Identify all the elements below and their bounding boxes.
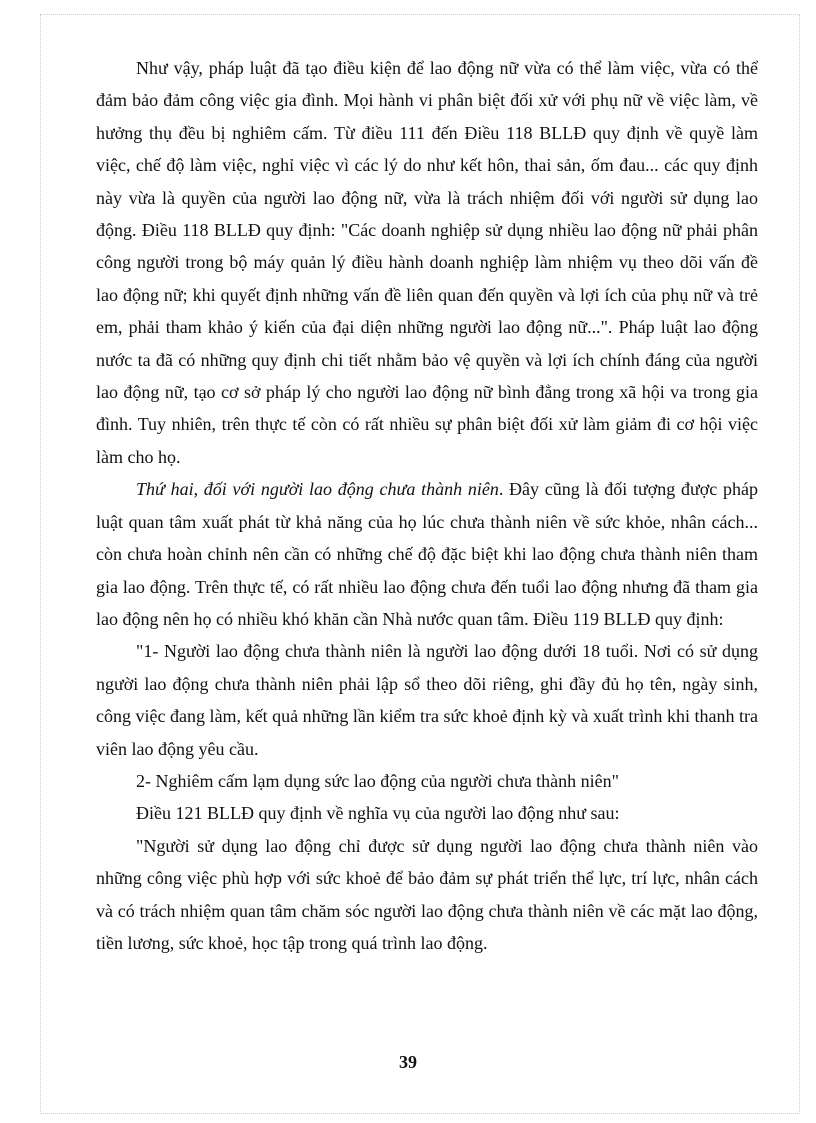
paragraph-article-119-clause-2: 2- Nghiêm cấm lạm dụng sức lao động của người chưa thành niên" [136,770,620,791]
document-body [96,52,758,959]
page-number: 39 [399,1052,417,1072]
paragraph-article-119-clause-1: "1- Người lao động chưa thành niên là người lao động dưới 18 tuổi. Nơi có sử dụng người lao động chưa thành niên phải lập sổ theo dõi riêng, ghi đầy đủ họ tên, ngày sinh, công việc đang làm, kết quả những lần kiểm tra sức khoẻ định kỳ và xuất trình khi thanh tra viên lao động yêu cầu. [96,641,758,759]
paragraph-minor-workers [96,473,758,635]
paragraph-minor-workers-lead: Thứ hai, đối với người lao động chưa thành niên [136,479,499,500]
paragraph-minor-workers-body: . Đây cũng là đối tượng được pháp luật quan tâm xuất phát từ khả năng của họ lúc chưa thành niên về sức khỏe, nhân cách... còn chưa hoàn chỉnh nên cần có những chế độ đặc biệt khi lao động chưa thành niên tham gia lao động. Trên thực tế, có rất nhiều lao động chưa đến tuổi lao động nhưng đã tham gia lao động nên họ có nhiều khó khăn cần Nhà nước quan tâm. Điều 119 BLLĐ quy định: [96,479,758,629]
paragraph-article-121-intro: Điều 121 BLLĐ quy định về nghĩa vụ của người lao động như sau: [136,803,620,824]
paragraph-article-121-quote: "Người sử dụng lao động chỉ được sử dụng người lao động chưa thành niên vào những công việc phù hợp với sức khoẻ để bảo đảm sự phát triển thể lực, trí lực, nhân cách và có trách nhiệm quan tâm chăm sóc người lao động chưa thành niên về các mặt lao động, tiền lương, sức khoẻ, học tập trong quá trình lao động. [96,835,758,953]
paragraph-female-workers: Như vậy, pháp luật đã tạo điều kiện để lao động nữ vừa có thể làm việc, vừa có thể đảm bảo đảm công việc gia đình. Mọi hành vi phân biệt đối xử với phụ nữ về việc làm, về hưởng thụ đều bị nghiêm cấm. Từ điều 111 đến Điều 118 BLLĐ quy định về quyề làm việc, chế độ làm việc, nghỉ việc vì các lý do như kết hôn, thai sản, ốm đau... các quy định này vừa là quyền của người lao động nữ, vừa là trách nhiệm đối với người sử dụng lao động. Điều 118 BLLĐ quy định: "Các doanh nghiệp sử dụng nhiều lao động nữ phải phân công người trong bộ máy quản lý điều hành doanh nghiệp làm nhiệm vụ theo dõi vấn đề lao động nữ; khi quyết định những vấn đề liên quan đến quyền và lợi ích của phụ nữ và trẻ em, phải tham khảo ý kiến của đại diện những người lao động nữ...". Pháp luật lao động nước ta đã có những quy định chi tiết nhằm bảo vệ quyền và lợi ích chính đáng của người lao động nữ, tạo cơ sở pháp lý cho người lao động nữ bình đẳng trong xã hội va trong gia đình. Tuy nhiên, trên thực tế còn có rất nhiều sự phân biệt đối xử làm giảm đi cơ hội việc làm cho họ. [96,58,758,467]
